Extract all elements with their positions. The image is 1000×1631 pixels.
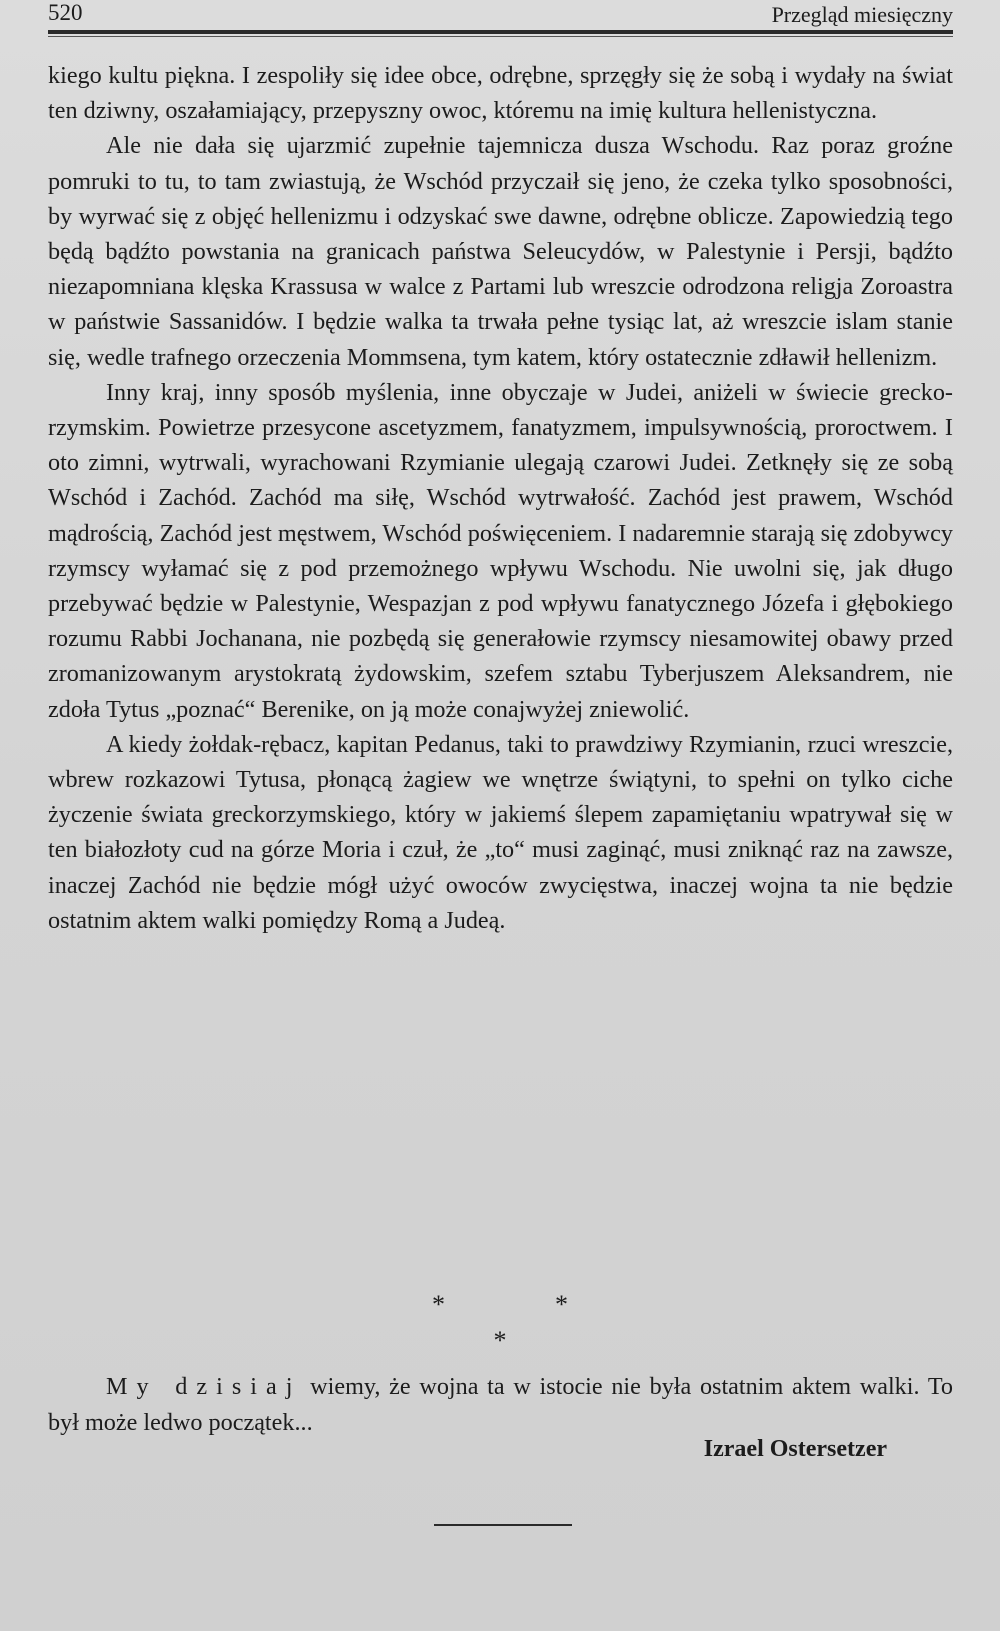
article-body (48, 58, 953, 938)
author-signature: Izrael Ostersetzer (703, 1436, 887, 1462)
paragraph: kiego kultu piękna. I zespoliły się idee obce, odrębne, sprzęgły się że sobą i wydały na świat ten dziwny, oszałamiający, przepyszny owoc, któremu na imię kultura hellenistyczna. (48, 62, 953, 125)
page-number: 520 (48, 0, 83, 25)
spaced-emphasis: My dzisiaj (106, 1373, 302, 1400)
asterisk: * (432, 1290, 445, 1319)
journal-title: Przegląd miesięczny (771, 2, 953, 27)
header-rule-thin (48, 36, 953, 37)
section-separator (0, 1290, 1000, 1320)
paragraph: Inny kraj, inny sposób myślenia, inne obyczaje w Judei, aniżeli w świecie grecko-rzymskim. Powietrze przesycone ascetyzmem, fanatyzmem, impulsywnością, proroctwem. I oto zimni, wytrwali, wyrachowani Rzymianie ulegają czarowi Judei. Zetknęły się ze sobą Wschód i Zachód. Zachód ma siłę, Wschód wytrwałość. Zachód jest prawem, Wschód mądrością, Zachód jest męstwem, Wschód poświęceniem. I nadaremnie starają się zdobywcy rzymscy wyłamać się z pod przemożnego wpływu Wschodu. Nie uwolni się, jak długo przebywać będzie w Palestynie, Wespazjan z pod wpływu fanatycznego Józefa i głębokiego rozumu Rabbi Jochanana, nie pozbędą się generałowie rzymscy niesamowitej obawy przed zromanizowanym arystokratą żydowskim, szefem sztabu Tyberjuszem Aleksandrem, nie zdoła Tytus „poznać“ Berenike, on ją może conajwyżej zniewolić. (48, 378, 953, 723)
closing-paragraph (48, 1369, 953, 1441)
end-rule (434, 1524, 572, 1526)
asterisk: * (493, 1326, 507, 1355)
asterisk: * (555, 1290, 568, 1319)
paragraph: Ale nie dała się ujarzmić zupełnie tajemnicza dusza Wschodu. Raz poraz groźne pomruki to tu, to tam zwiastują, że Wschód przyczaił się jeno, że czeka tylko sposobności, by wyrwać się z objęć hellenizmu i odzyskać swe dawne, odrębne oblicze. Zapowiedzią tego będą bądźto powstania na granicach państwa Seleucydów, w Palestynie i Persji, bądźto niezapomniana klęska Krassusa w walce z Partami lub wreszcie odrodzona religja Zoroastra w państwie Sassanidów. I będzie walka ta trwała pełne tysiąc lat, aż wreszcie islam stanie się, wedle trafnego orzeczenia Mommsena, tym katem, który ostatecznie zdławił hellenizm. (48, 132, 953, 371)
header-rule (48, 30, 953, 34)
closing-text: wiemy, że wojna ta w istocie nie była ostatnim aktem walki. To był może ledwo początek... (48, 1373, 953, 1436)
section-separator-bottom (0, 1326, 1000, 1356)
paragraph: A kiedy żołdak-rębacz, kapitan Pedanus, taki to prawdziwy Rzymianin, rzuci wreszcie, wbrew rozkazowi Tytusa, płonącą żagiew we wnętrze świątyni, to spełni on tylko ciche życzenie świata greckorzymskiego, który w jakiemś ślepem zapamiętaniu wpatrywał się w ten białozłoty cud na górze Moria i czuł, że „to“ musi zaginąć, musi zniknąć raz na zawsze, inaczej Zachód nie będzie mógł użyć owoców zwycięstwa, inaczej wojna ta nie będzie ostatnim aktem walki pomiędzy Romą a Judeą. (48, 730, 953, 934)
paragraph (48, 1369, 953, 1441)
running-head (48, 0, 953, 30)
